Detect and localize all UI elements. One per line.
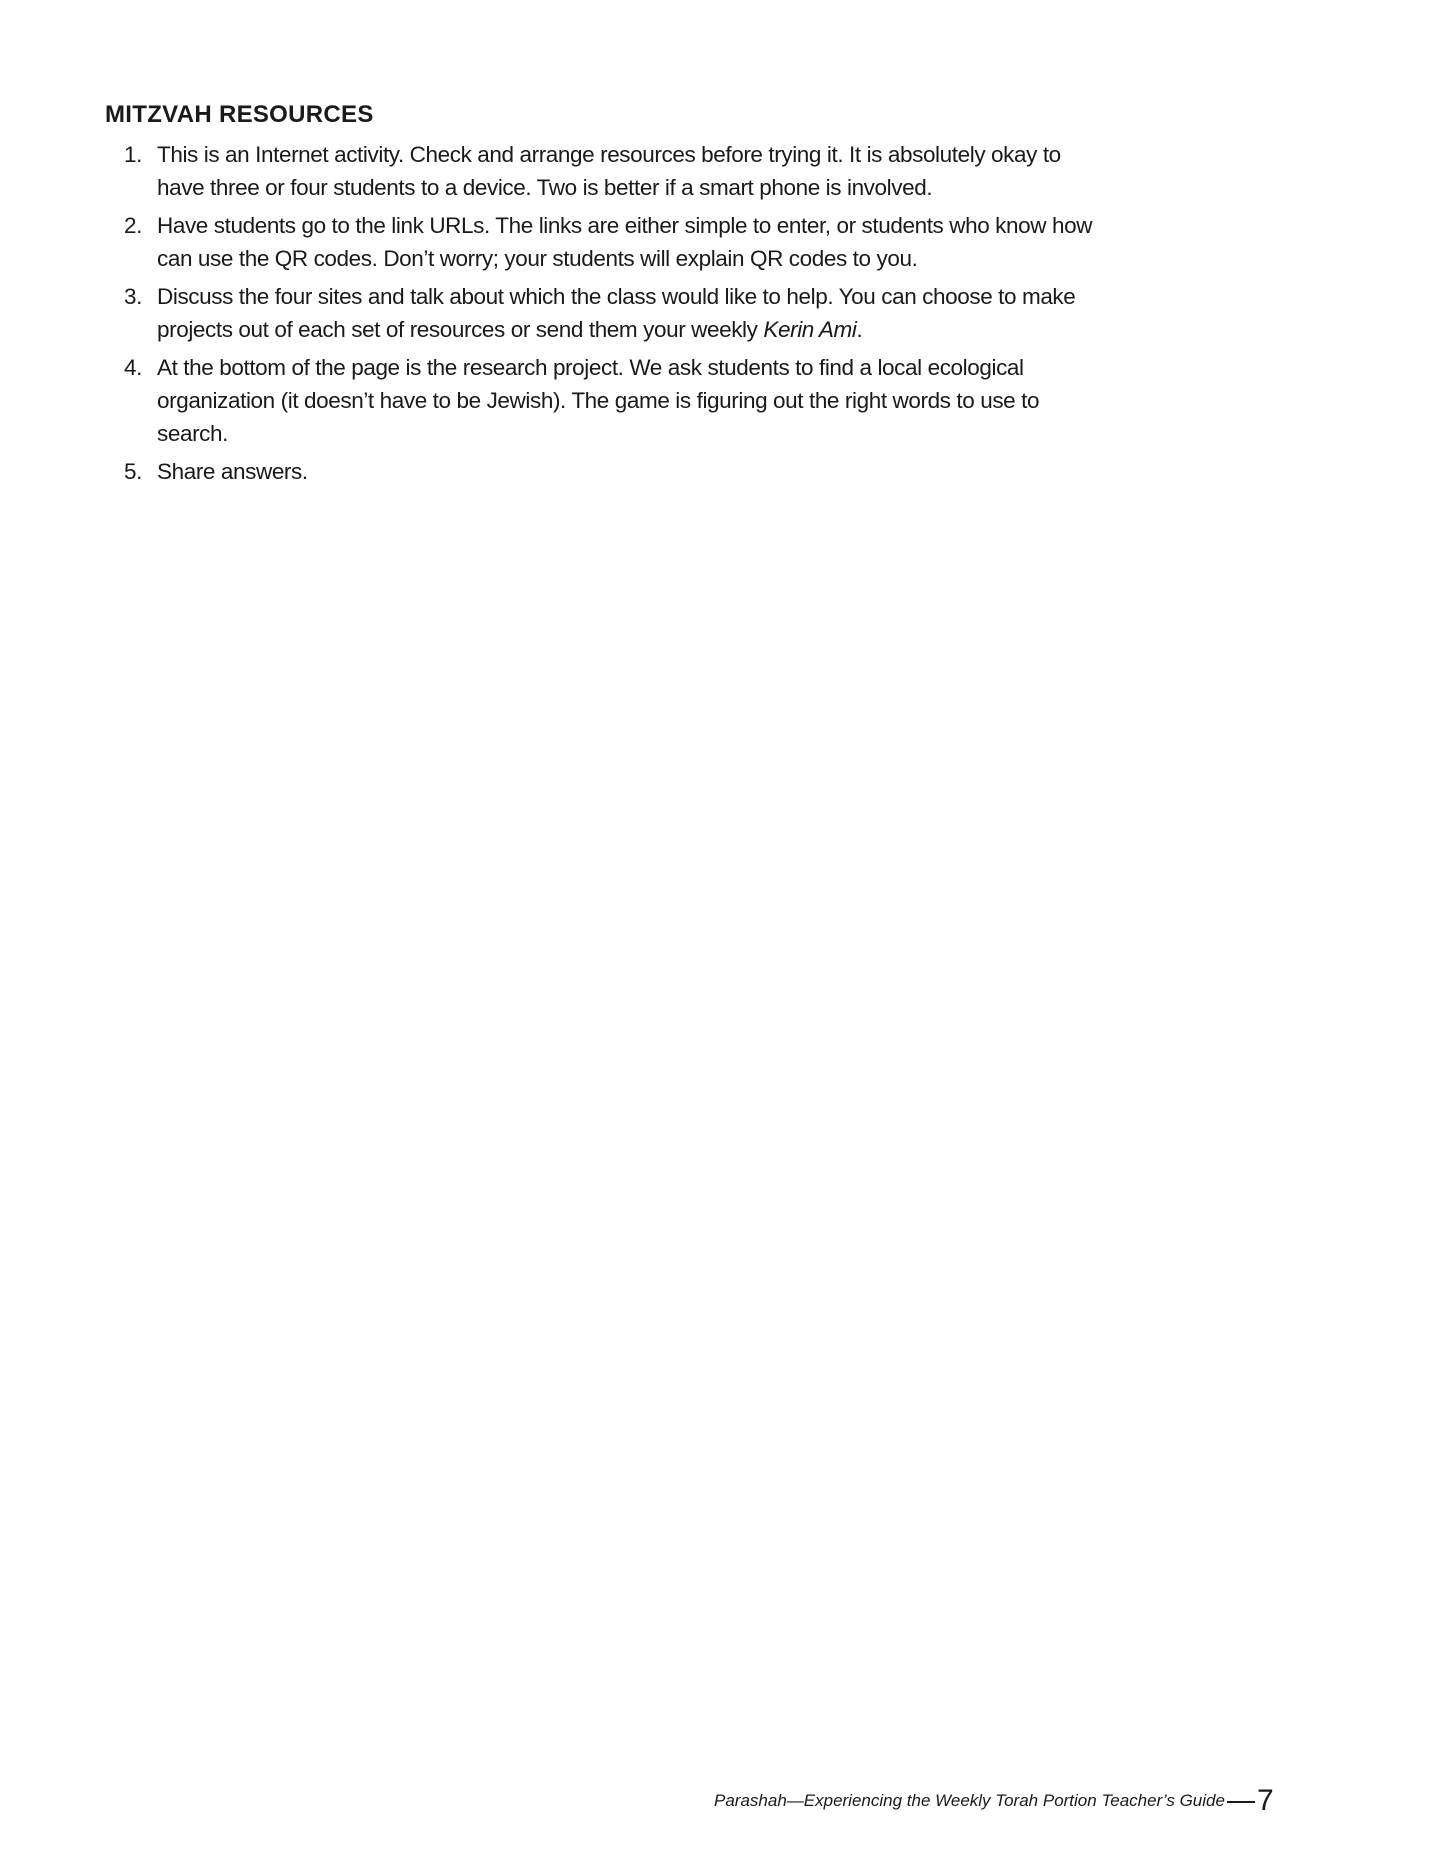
item-number: 2.	[124, 213, 142, 238]
item-italic-term: Kerin Ami	[763, 317, 857, 342]
instructions-list	[0, 138, 1110, 493]
footer-title: Parashah—Experiencing the Weekly Torah Portion Teacher’s Guide	[714, 1791, 1225, 1810]
page-footer	[714, 1784, 1274, 1818]
item-number: 5.	[124, 459, 142, 484]
item-text: Have students go to the link URLs. The links are either simple to enter, or students who know how can use the QR codes. Don’t worry; your students will explain QR codes to you.	[157, 213, 1093, 271]
item-text: Discuss the four sites and talk about which the class would like to help. You can choose to make projects out of each set of resources or send them your weekly	[157, 284, 1076, 342]
list-item	[0, 280, 1110, 346]
list-item	[0, 209, 1110, 275]
list-item	[0, 138, 1110, 204]
item-number: 3.	[124, 284, 142, 309]
list-item	[0, 455, 1110, 488]
page-number: 7	[1256, 1784, 1274, 1817]
item-number: 1.	[124, 142, 142, 167]
item-text: At the bottom of the page is the research project. We ask students to find a local ecological organization (it doesn’t have to be Jewish). The game is figuring out the right words to use to search.	[157, 355, 1040, 446]
section-heading: MITZVAH RESOURCES	[105, 101, 374, 128]
item-text: Share answers.	[157, 459, 308, 484]
item-text-end: .	[856, 317, 863, 342]
item-text: This is an Internet activity. Check and arrange resources before trying it. It is absolutely okay to have three or four students to a device. Two is better if a smart phone is involved.	[157, 142, 1061, 200]
footer-dash	[1227, 1801, 1255, 1803]
list-item	[0, 351, 1110, 450]
item-number: 4.	[124, 355, 142, 380]
